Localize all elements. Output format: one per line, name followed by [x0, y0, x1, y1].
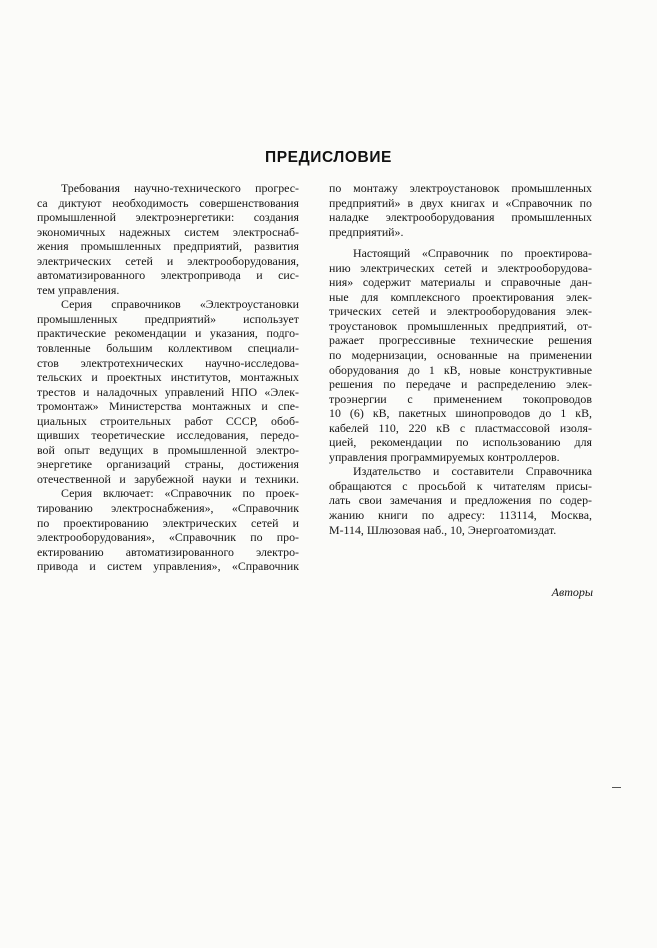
text-line: энергетике организаций страны, достижения: [37, 457, 299, 472]
text-line: автоматизированного электропривода и сис-: [37, 268, 299, 283]
text-line: привода и систем управления», «Справочник: [37, 559, 299, 574]
paragraph-publisher-request: [329, 464, 592, 537]
paragraph-requirements: [37, 181, 299, 297]
page-title: ПРЕДИСЛОВИЕ: [264, 149, 392, 166]
text-line: оборудования до 1 кВ, новые конструктивные: [329, 362, 592, 377]
text-line: предприятий» в двух книгах и «Справочник по: [329, 195, 592, 210]
text-line: товленные большим коллективом специали-: [37, 341, 299, 356]
left-column: [37, 181, 299, 574]
text-line: по модернизации, основанные на применении: [329, 348, 592, 363]
text-line: обращаются с просьбой к читателям присы-: [329, 478, 592, 493]
text-line: лать свои замечания и предложения по содер-: [329, 493, 592, 508]
text-line: тем управления.: [37, 282, 120, 297]
text-line: М-114, Шлюзовая наб., 10, Энергоатомиздат.: [329, 522, 557, 537]
paragraph-series-continued: [329, 181, 592, 239]
text-line: тромонтаж» Министерства монтажных и спе-: [37, 399, 299, 414]
text-line: жанию книги по адресу: 113114, Москва,: [329, 508, 592, 523]
text-line: ектированию автоматизированного электро-: [37, 544, 299, 559]
text-line: кабелей 110, 220 кВ с пластмассовой изоля-: [329, 420, 592, 435]
text-line: щивших теоретические исследования, передо-: [37, 428, 299, 443]
text-line: тельских и проектных институтов, монтажных: [37, 370, 299, 385]
text-line: промышленной электроэнергетики: создания: [37, 210, 299, 225]
paragraph-series-includes: [37, 486, 299, 573]
text-line: жения промышленных предприятий, развития: [37, 239, 299, 254]
text-line: практические рекомендации и указания, подго-: [37, 326, 299, 341]
text-line: цией, рекомендации по использованию для: [329, 435, 592, 450]
text-line: Требования научно-технического прогрес-: [61, 181, 299, 195]
scan-mark: [612, 787, 621, 788]
text-line: Серия справочников «Электроустановки: [61, 297, 299, 312]
text-line: экономичных надежных систем электроснаб-: [37, 224, 299, 239]
text-line: управления программируемых контроллеров.: [329, 449, 560, 464]
text-line: промышленных предприятий» использует: [37, 311, 299, 326]
paragraph-series: [37, 297, 299, 486]
text-line: электрооборудования», «Справочник по про-: [37, 530, 299, 545]
text-line: наладке электрооборудования промышленных: [329, 210, 592, 225]
text-line: по проектированию электрических сетей и: [37, 515, 299, 530]
text-line: стов электротехнических научно-исследова-: [37, 355, 299, 370]
text-line: по монтажу электроустановок промышленных: [329, 181, 592, 195]
text-line: ные для комплексного проектирования элек-: [329, 289, 592, 304]
text-line: отечественной и зарубежной науки и техники.: [37, 471, 299, 486]
text-line: Серия включает: «Справочник по проек-: [61, 486, 299, 501]
text-line: са диктуют необходимость совершенствования: [37, 195, 299, 210]
paragraph-this-handbook: [329, 246, 592, 464]
text-line: Настоящий «Справочник по проектирова-: [353, 246, 592, 261]
text-line: тированию электроснабжения», «Справочник: [37, 501, 299, 516]
text-line: предприятий».: [329, 224, 404, 239]
text-line: трических сетей и электрооборудования элек-: [329, 304, 592, 319]
text-line: 10 (6) кВ, пакетных шинопроводов до 1 кВ,: [329, 406, 592, 421]
text-line: ражает прогрессивные технические решения: [329, 333, 592, 348]
text-line: трестов и наладочных управлений НПО «Элек-: [37, 384, 299, 399]
text-line: троэнергии с применением токопроводов: [329, 391, 592, 406]
right-column: [329, 181, 592, 537]
text-line: Издательство и составители Справочника: [353, 464, 592, 479]
text-line: вой опыт ведущих в промышленной электро-: [37, 442, 299, 457]
text-line: нию электрических сетей и электрооборудова-: [329, 260, 592, 275]
text-line: троустановок промышленных предприятий, от-: [329, 318, 592, 333]
text-line: циальных строительных работ СССР, обоб-: [37, 413, 299, 428]
text-line: электрических сетей и электрооборудования,: [37, 253, 299, 268]
text-line: решения по передаче и распределению элек-: [329, 377, 592, 392]
signature: Авторы: [551, 585, 593, 599]
text-line: ния» содержит материалы и справочные дан-: [329, 275, 592, 290]
